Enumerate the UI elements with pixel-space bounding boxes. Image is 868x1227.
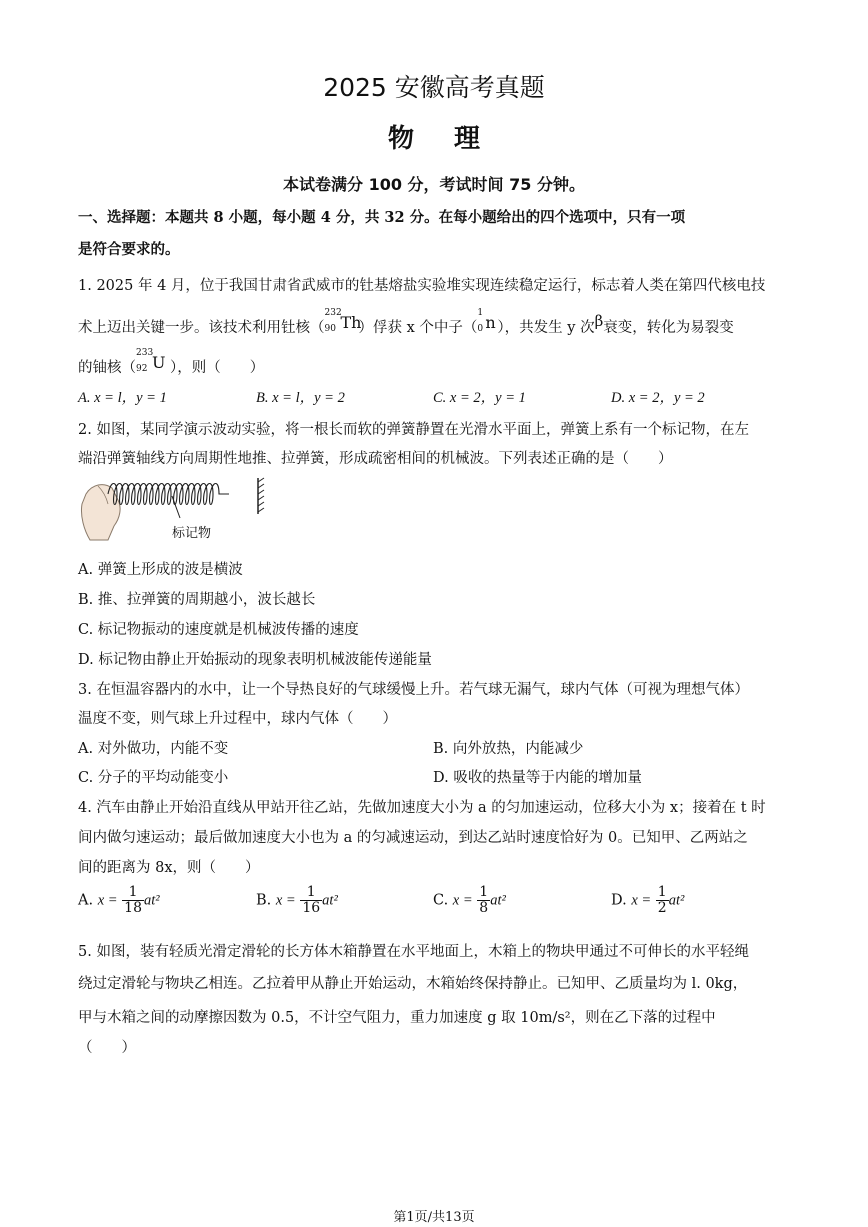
uranium-nucleus: 233 92 U <box>136 348 166 374</box>
q2-option-d[interactable]: D. 标记物由静止开始振动的现象表明机械波能传递能量 <box>78 652 432 668</box>
thorium-nucleus: 232 90 Th <box>324 308 362 334</box>
q1-text: ），则（ ） <box>170 360 265 376</box>
neutron: 1 0 n <box>477 308 496 334</box>
q4-option-c[interactable]: C. x = $\frac{1}{8}$ at² <box>433 884 506 916</box>
q4-option-a[interactable]: A. x = $\frac{1}{18}$ at² <box>78 884 160 916</box>
q3-line2: 温度不变，则气球上升过程中，球内气体（ ） <box>78 711 397 727</box>
marker-pointer <box>172 496 180 518</box>
q1-text: 术上迈出关键一步。该技术利用钍核（ <box>78 320 325 336</box>
exam-info: 本试卷满分 100 分，考试时间 75 分钟。 <box>283 175 585 194</box>
q5-line2: 绕过定滑轮与物块乙相连。乙拉着甲从静止开始运动，木箱始终保持静止。已知甲、乙质量均为 l. 0kg， <box>78 976 748 992</box>
q4-option-b[interactable]: B. x = $\frac{1}{16}$ at² <box>256 884 338 916</box>
marker-label: 标记物 <box>172 526 212 541</box>
q1-option-c[interactable]: C. x = 2，y = 1 <box>433 390 526 406</box>
q1-line2 <box>78 308 818 337</box>
q3-option-c[interactable]: C. 分子的平均动能变小 <box>78 770 229 786</box>
q4-option-d[interactable]: D. x = $\frac{1}{2}$ at² <box>611 884 685 916</box>
q1-text: 的铀核（ <box>78 360 136 376</box>
q1-text: 衰变，转化为易裂变 <box>603 320 734 336</box>
subject-title: 物理 <box>387 124 520 154</box>
q1-option-a[interactable]: A. x = l，y = 1 <box>78 390 167 406</box>
q4-line3: 间的距离为 8x，则（ ） <box>78 860 260 876</box>
q1-line1: 1. 2025 年 4 月，位于我国甘肃省武威市的钍基熔盐实验堆实现连续稳定运行，标志着人类在第四代核电技 <box>78 278 766 294</box>
q2-option-c[interactable]: C. 标记物振动的速度就是机械波传播的速度 <box>78 622 359 638</box>
q3-option-a[interactable]: A. 对外做功，内能不变 <box>78 741 229 757</box>
q3-option-d[interactable]: D. 吸收的热量等于内能的增加量 <box>433 770 642 786</box>
q5-line4: （ ） <box>78 1040 136 1056</box>
page-number: 第1页/共13页 <box>393 1210 475 1225</box>
wall <box>258 478 264 514</box>
q1-line3 <box>78 348 818 377</box>
q1-text: ）俘获 x 个中子（ <box>358 320 478 336</box>
q1-option-b[interactable]: B. x = l，y = 2 <box>256 390 345 406</box>
q3-line1: 3. 在恒温容器内的水中，让一个导热良好的气球缓慢上升。若气球无漏气，球内气体（可视为理想气体） <box>78 682 749 698</box>
q5-line1: 5. 如图，装有轻质光滑定滑轮的长方体木箱静置在水平地面上，木箱上的物块甲通过不可伸长的水平轻绳 <box>78 944 749 960</box>
document-title: 2025 安徽高考真题 <box>323 73 545 102</box>
q4-line2: 间内做匀速运动；最后做加速度大小也为 a 的匀减速运动，到达乙站时速度恰好为 0。已知甲、乙两站之 <box>78 830 748 846</box>
section-heading: 一、选择题：本题共 8 小题，每小题 4 分，共 32 分。在每小题给出的四个选项中，只有一项 <box>78 209 686 226</box>
q2-line2: 端沿弹簧轴线方向周期性地推、拉弹簧，形成疏密相间的机械波。下列表述正确的是（ ） <box>78 451 673 467</box>
q2-line1: 2. 如图，某同学演示波动实验，将一根长而软的弹簧静置在光滑水平面上，弹簧上系有一个标记物，在左 <box>78 422 749 438</box>
q1-text: ），共发生 y 次 <box>497 320 595 336</box>
section-heading-cont: 是符合要求的。 <box>78 241 180 258</box>
q2-option-b[interactable]: B. 推、拉弹簧的周期越小，波长越长 <box>78 592 316 608</box>
spring-coils <box>108 484 229 505</box>
q1-option-d[interactable]: D. x = 2，y = 2 <box>611 390 705 406</box>
q4-line1: 4. 汽车由静止开始沿直线从甲站开往乙站，先做加速度大小为 a 的匀加速运动，位移大小为 x；接着在 t 时 <box>78 800 766 816</box>
q5-line3: 甲与木箱之间的动摩擦因数为 0.5，不计空气阻力，重力加速度 g 取 10m/s²，则在乙下落的过程中 <box>78 1010 716 1026</box>
q2-option-a[interactable]: A. 弹簧上形成的波是横波 <box>78 562 243 578</box>
beta-symbol: β <box>594 312 604 330</box>
q3-option-b[interactable]: B. 向外放热，内能减少 <box>433 741 584 757</box>
